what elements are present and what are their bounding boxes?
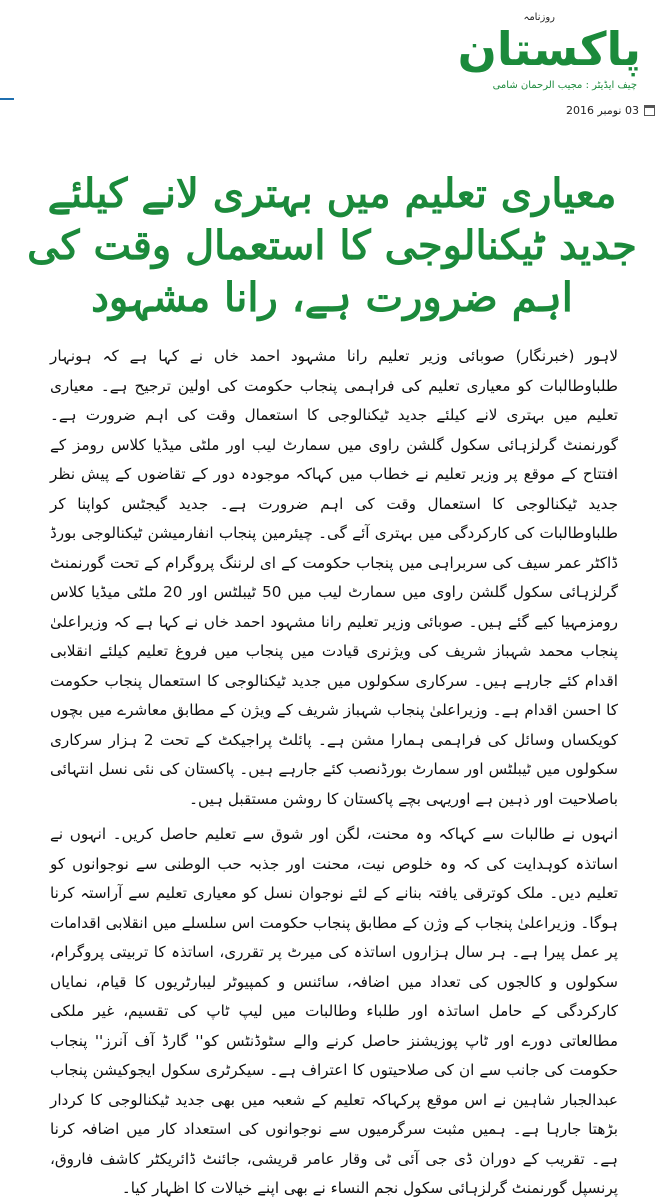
publish-date: 03 نومبر 2016	[565, 104, 639, 117]
chief-editor-line: چیف ایڈیٹر : مجیب الرحمان شامی	[492, 80, 637, 91]
masthead	[447, 8, 647, 98]
masthead-daily-label: روزنامہ	[523, 12, 555, 23]
article-body	[50, 342, 618, 1204]
newspaper-logo: پاکستان	[457, 22, 641, 76]
headline: معیاری تعلیم میں بہتری لانے کیلئے جدید ٹیکنالوجی کا استعمال وقت کی اہم ضرورت ہے، رانا مشہود	[27, 170, 637, 321]
paragraph-1: لاہور (خبرنگار) صوبائی وزیر تعلیم رانا مشہود احمد خاں نے کہا ہے کہ ہونہار طلباوطالبات کو معیاری تعلیم کی فراہمی پنجاب حکومت کی اولین ترجیح ہے۔ معیاری تعلیم میں بہتری لانے کیلئے جدید ٹیکنالوجی کا استعمال وقت کی اہم ضرورت ہے۔ گورنمنٹ گرلزہائی سکول گلشن راوی میں سمارٹ لیب اور ملٹی میڈیا کلاس رومز کے افتتاح کے موقع پر وزیر تعلیم نے خطاب میں کہاکہ موجودہ دور کے تقاضوں کے پیش نظر جدید ٹیکنالوجی کا استعمال وقت کی اہم ضرورت ہے۔ جدید گیجٹس کواپنا کر طلباوطالبات کی کارکردگی میں بہتری آئے گی۔ چیئرمین پنجاب انفارمیشن ٹیکنالوجی بورڈ ڈاکٹر عمر سیف کی سربراہی میں پنجاب حکومت کے ای لرننگ پروگرام کے تحت گورنمنٹ گرلزہائی سکول گلشن راوی میں سمارٹ لیب میں 50 ٹیبلٹس اور 20 ملٹی میڈیا کلاس رومزمہیا کیے گئے ہیں۔ صوبائی وزیر تعلیم رانا مشہود احمد خاں نے کہا ہے کہ وزیراعلیٰ پنجاب محمد شہباز شریف کی ویژنری قیادت میں پنجاب میں فروغ تعلیم کیلئے انقلابی اقدام کئے جارہے ہیں۔ سرکاری سکولوں میں جدید ٹیکنالوجی کا استعمال پنجاب حکومت کا احسن اقدام ہے۔ وزیراعلیٰ پنجاب شہباز شریف کے ویژن کے مطابق معاشرے میں بچوں کویکساں وسائل کی فراہمی ہمارا مشن ہے۔ پائلٹ پراجیکٹ کے تحت 2 ہزار سرکاری سکولوں میں ٹیبلٹس اور سمارٹ بورڈنصب کئے جارہے ہیں۔ پاکستان کی نئی نسل انتہائی باصلاحیت اور ذہین ہے اوریہی بچے پاکستان کا روشن مستقبل ہیں۔	[50, 347, 618, 808]
calendar-icon	[644, 105, 655, 116]
left-divider	[0, 98, 14, 100]
paragraph-2: انہوں نے طالبات سے کہاکہ وہ محنت، لگن اور شوق سے تعلیم حاصل کریں۔ انہوں نے اساتذہ کوہدایت کی کہ وہ خلوص نیت، محنت اور جذبہ حب الوطنی سے نوجوانوں کو تعلیم دیں۔ ملک کوترقی یافتہ بنانے کے لئے نوجوان نسل کو معیاری تعلیم سے آراستہ کرنا ہوگا۔ وزیراعلیٰ پنجاب کے وژن کے مطابق پنجاب حکومت اس سلسلے میں انقلابی اقدامات پر عمل پیرا ہے۔ ہر سال ہزاروں اساتذہ کی میرٹ پر تقرری، اساتذہ کا تربیتی پروگرام، سکولوں و کالجوں کی تعداد میں اضافہ، سائنس و کمپیوٹر لیبارٹریوں کا قیام، نمایاں کارکردگی کے حامل اساتذہ اور طلباء وطالبات میں لیپ ٹاپ کی تقسیم، غیر ملکی مطالعاتی دورے اور ٹاپ پوزیشنز حاصل کرنے والے سٹوڈنٹس کو'' گارڈ آف آنرز'' پنجاب حکومت کی جانب سے ان کی صلاحیتوں کا اعتراف ہے۔ سیکرٹری سکول ایجوکیشن پنجاب عبدالجبار شاہین نے اس موقع پرکہاکہ تعلیم کے شعبہ میں بھی جدید ٹیکنالوجی کا کردار بڑھتا جارہا ہے۔ ہمیں مثبت سرگرمیوں سے نوجوانوں کی استعداد کار میں اضافہ کرنا ہے۔ تقریب کے دوران ڈی جی آئی ٹی وقار عامر قریشی، جائنٹ ڈائریکٹر کاشف فاروق، پرنسپل گورنمنٹ گرلزہائی سکول نجم النساء نے بھی اپنے خیالات کا اظہار کیا۔	[50, 825, 618, 1197]
dateline	[566, 104, 655, 117]
